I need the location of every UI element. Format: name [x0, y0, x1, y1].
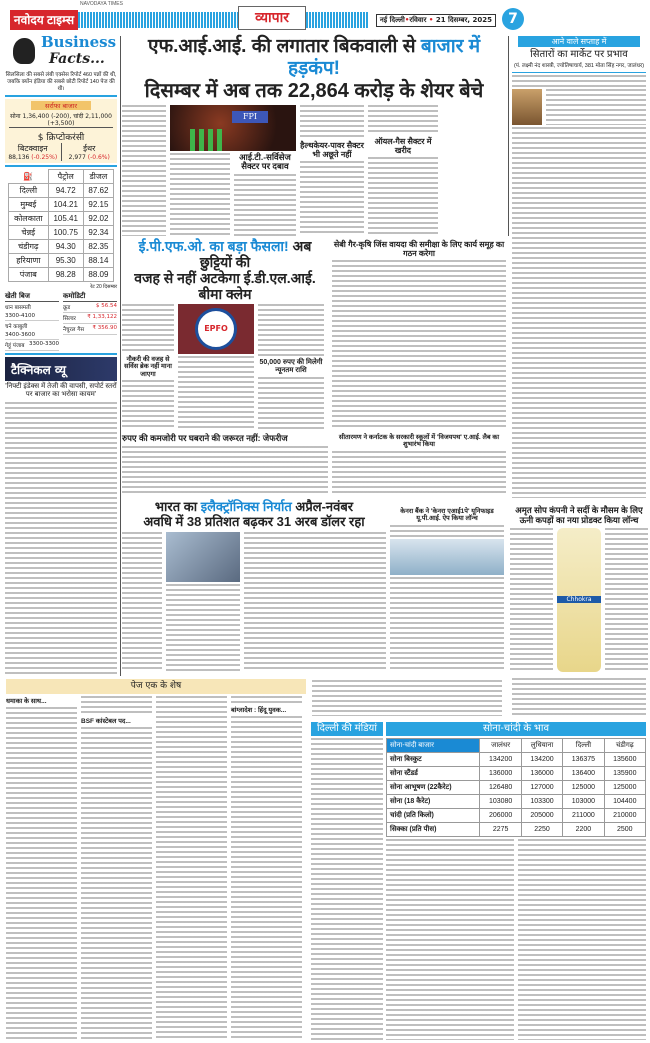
gold-header: दिल्ली	[563, 739, 604, 753]
commodity-item: सिल्वर	[63, 316, 76, 323]
article-text	[368, 157, 438, 236]
technical-view-title: टैक्निकल व्यू	[11, 363, 66, 378]
page-number: 7	[502, 8, 524, 30]
commodity-item: क्रूड	[63, 305, 71, 312]
weekly-byline: (पं. लक्ष्मी नंद शास्त्री, ज्योतिषाचार्य, 381 मोता सिंह नगर, जालंधर)	[512, 63, 646, 73]
article-text	[368, 105, 438, 135]
article-text	[311, 738, 383, 1040]
article-text	[300, 105, 364, 139]
fuel-price: 88.09	[83, 268, 113, 282]
commodity-price: ₹ 1,33,122	[87, 314, 117, 321]
gold-text-row	[386, 839, 646, 1040]
gold-price: 206000	[480, 809, 521, 823]
rule	[5, 353, 117, 355]
city-name: चेन्नई	[9, 226, 49, 240]
article-text	[231, 696, 302, 703]
city-name: कोलकाता	[9, 212, 49, 226]
fuel-price-table	[8, 169, 114, 282]
gold-price: 127000	[521, 781, 562, 795]
continued-col	[81, 696, 152, 1041]
fuel-row	[9, 184, 114, 198]
ether-label: ईथर	[83, 144, 96, 154]
kheti-item: धान बासमती	[5, 305, 31, 312]
fuel-price: 88.14	[83, 254, 113, 268]
epfo-sub-amount: 50,000 रुपए की मिलेगी न्यूनतम राशि	[259, 359, 323, 375]
gold-price: 104400	[604, 795, 645, 809]
electronics-story	[122, 500, 386, 672]
gold-price: 205000	[521, 809, 562, 823]
epfo-image	[178, 304, 254, 354]
product-label: Chhokra	[557, 596, 601, 603]
rule	[5, 95, 117, 97]
article-text	[512, 127, 646, 498]
lead-center-cols	[170, 153, 296, 236]
fuel-price: 82.35	[83, 240, 113, 254]
gold-row	[387, 781, 646, 795]
gold-price: 126480	[480, 781, 521, 795]
article-text	[244, 532, 386, 672]
article-text	[122, 304, 174, 354]
gold-price: 134200	[480, 753, 521, 767]
amrit-headline: अमृत सोप कंपनी ने सर्दी के मौसम के लिए ऊनी कपड़ों का नया प्रोडक्ट किया लॉन्च	[515, 505, 643, 525]
dateline: नई दिल्ली•रविवार • 21 दिसम्बर, 2025	[376, 14, 496, 27]
electronics-headline-highlight: इलैक्ट्रॉनिक्स निर्यात	[200, 499, 292, 514]
epfo-headline	[122, 238, 328, 302]
lead-story	[122, 36, 506, 236]
it-col	[234, 153, 296, 236]
bullion-line: सोना 1,36,400 (-200), चांदी 2,11,000 (+3,500)	[10, 113, 112, 128]
weekly-column	[512, 36, 646, 498]
electronics-image-col	[166, 532, 240, 672]
article-text	[258, 377, 324, 430]
epfo-headline-highlight: ई.पी.एफ.ओ. का बड़ा फैसला!	[138, 238, 289, 254]
oil-col	[368, 105, 438, 236]
city: नई दिल्ली	[379, 16, 405, 24]
epfo-headline-part: अब छुट्टियों की	[199, 238, 312, 271]
continued-section	[6, 679, 306, 1041]
article-text	[122, 532, 162, 672]
crypto-row	[5, 143, 117, 161]
article-text	[518, 839, 646, 1040]
masthead	[0, 0, 650, 34]
mandi-section	[311, 722, 383, 1040]
article-text	[512, 678, 646, 716]
kheti-price: 3300-3300	[29, 341, 59, 348]
gold-price: 103080	[480, 795, 521, 809]
article-text	[605, 528, 648, 672]
kheti-commodity-row	[5, 292, 117, 351]
gold-section	[386, 722, 646, 1040]
continued-body	[6, 696, 306, 1041]
commodity-label: कमोडिटी	[63, 292, 117, 302]
gold-item: सोना आभूषण (22कैरेट)	[387, 781, 480, 795]
lead-headline	[122, 36, 506, 103]
article-text	[510, 528, 553, 672]
fuel-date: रेट 20 दिसम्बर	[90, 284, 117, 291]
continued-col	[6, 696, 77, 1041]
gold-price: 103300	[521, 795, 562, 809]
lead-headline-part: एफ.आई.आई. की लगातार बिकवाली से	[147, 36, 421, 57]
kheti-box	[5, 292, 59, 351]
gold-item: सोना बिस्कुट	[387, 753, 480, 767]
city-name: दिल्ली	[9, 184, 49, 198]
gold-row	[387, 795, 646, 809]
petrol-header: पैट्रोल	[48, 170, 83, 184]
business-facts	[5, 34, 117, 70]
continued-col	[231, 696, 302, 1041]
gold-row	[387, 753, 646, 767]
continued-item: BSF कांस्टेबल पद...	[81, 718, 131, 725]
article-text	[178, 356, 254, 430]
weekly-title: सितारों का मार्केट पर प्रभाव	[530, 49, 628, 60]
left-column	[5, 34, 117, 674]
fuel-price: 105.41	[48, 212, 83, 226]
gold-price-table	[386, 738, 646, 837]
kheti-item: गेहूं पंजाब	[5, 343, 25, 350]
gold-header: जालंधर	[480, 739, 521, 753]
lead-subheadline: दिसम्बर में अब तक 22,864 करोड़ के शेयर बेचे	[144, 79, 484, 102]
article-text	[122, 105, 166, 236]
fuel-price: 94.72	[48, 184, 83, 198]
bitcoin	[5, 143, 62, 161]
brand-small: NAVODAYA TIMES	[80, 1, 123, 7]
fuel-row	[9, 240, 114, 254]
gold-price: 136000	[521, 767, 562, 781]
gold-row	[387, 823, 646, 837]
epfo-col3	[258, 304, 324, 430]
gold-row	[387, 809, 646, 823]
fuel-price: 100.75	[48, 226, 83, 240]
gold-price: 136375	[563, 753, 604, 767]
commodity-price: $ 56.54	[96, 303, 117, 310]
gold-price: 136400	[563, 767, 604, 781]
article-text	[332, 451, 506, 494]
gold-header: चंडीगढ़	[604, 739, 645, 753]
article-text	[258, 304, 324, 357]
electronics-headline-part: भारत का	[154, 499, 201, 514]
article-text	[6, 707, 77, 1041]
growth-bars-icon	[190, 129, 226, 151]
commodity-item: नैचुरल गैस	[63, 327, 85, 334]
fuel-pump-icon: ⛽	[23, 172, 34, 182]
commodity-price: ₹ 356.90	[92, 325, 117, 332]
kheti-row	[5, 340, 59, 351]
article-text	[390, 577, 504, 672]
continued-item: धमाका के साथ...	[6, 698, 47, 705]
gold-price: 103000	[563, 795, 604, 809]
gold-label: सोना-चांदी के भाव	[386, 722, 646, 736]
electronics-body	[122, 532, 386, 672]
commodity-row	[63, 324, 117, 335]
article-text	[234, 174, 296, 236]
section-title: व्यापार	[238, 6, 306, 30]
fuel-row	[9, 268, 114, 282]
epfo-col2	[178, 304, 254, 430]
fuel-row	[9, 198, 114, 212]
crypto-label: $ क्रिप्टोकरंसी	[37, 133, 85, 144]
gold-price: 2500	[604, 823, 645, 837]
fuel-price: 98.28	[48, 268, 83, 282]
bitcoin-value: 88,136	[8, 154, 30, 162]
gold-price: 211000	[563, 809, 604, 823]
gold-row	[387, 767, 646, 781]
ether-change: (-0.6%)	[87, 154, 110, 162]
lead-center	[170, 105, 296, 236]
gold-header: सोना-चांदी बाजार	[387, 739, 480, 753]
gold-price: 125000	[604, 781, 645, 795]
fuel-price: 92.34	[83, 226, 113, 240]
stripe-bar	[78, 12, 368, 28]
sebi-story	[332, 240, 506, 430]
day: रविवार	[409, 16, 427, 24]
sitharaman-headline: सीतारमण ने कर्नाटक के सरकारी स्कूलों में 'विजयपथ' ए.आई. लैब का शुभारंभ किया	[338, 434, 500, 449]
gold-price: 2275	[480, 823, 521, 837]
gold-header: लुधियाना	[521, 739, 562, 753]
lead-sub-oil: ऑयल-गैस सैक्टर में खरीद	[374, 136, 432, 155]
ether	[62, 143, 118, 161]
article-text	[312, 680, 502, 716]
epfo-story	[122, 238, 328, 430]
continued-bar	[6, 679, 306, 694]
head-brain-icon	[13, 38, 35, 64]
commodity-row	[63, 313, 117, 324]
kheti-item: चने काबुली	[5, 324, 28, 331]
continued-title: पेज एक के शेष	[130, 681, 182, 691]
city-name: हरियाणा	[9, 254, 49, 268]
canara-headline: केनरा बैंक ने 'केनरा एआई1पे' यूनिफाइड यू.पी.आई. ऐप किया लॉन्च	[400, 508, 494, 523]
fuel-row	[9, 226, 114, 240]
bullion-label: सर्राफा बाजार	[31, 101, 91, 110]
gold-item: सिक्का (प्रति पीस)	[387, 823, 480, 837]
fpi-image	[170, 105, 296, 151]
gold-price: 2250	[521, 823, 562, 837]
crypto-title: क्रिप्टोकरंसी	[46, 133, 85, 144]
brand-logo: नवोदय टाइम्स	[10, 10, 78, 30]
lead-sub-it: आई.टी.-सर्विसेज सैक्टर पर दबाव	[239, 151, 291, 172]
gold-price: 136000	[480, 767, 521, 781]
article-text	[300, 161, 364, 236]
epfo-body	[122, 304, 328, 430]
fuel-price: 87.62	[83, 184, 113, 198]
markets-box	[5, 99, 117, 163]
fuel-row	[9, 212, 114, 226]
article-text	[156, 696, 227, 1041]
fuel-price: 92.15	[83, 198, 113, 212]
technical-headline: 'निफ्टी इंडेक्स में तेजी की वापसी, सपोर्ट स्तरों पर बाजार का भरोसा कायम'	[5, 383, 117, 399]
facts-text: सिलसिला की सबसे लंबी एक्सेस रिपोर्ट 460 पन्नों की थी, जबकि क्योंन इंडिया की सबसे छोटी रिपोर्ट 140 पेज की थी।	[5, 72, 117, 93]
divider	[120, 36, 121, 676]
amrit-story	[510, 506, 648, 672]
commodity-box	[63, 292, 117, 351]
fpi-image-label: FPI	[232, 111, 268, 123]
gold-price: 125000	[563, 781, 604, 795]
article-text	[386, 839, 514, 1040]
article-text	[546, 89, 646, 125]
fuel-price: 92.02	[83, 212, 113, 226]
gold-item: सोना (18 कैरेट)	[387, 795, 480, 809]
lead-sub-health: हैल्थकेयर-पावर सैक्टर भी अछूते नहीं	[300, 140, 364, 159]
bitcoin-change: (-0.25%)	[31, 154, 58, 162]
epfo-col1	[122, 304, 174, 430]
ether-value: 2,977	[68, 154, 86, 162]
rule	[5, 165, 117, 167]
article-text	[332, 260, 506, 430]
sebi-headline: सेबी गैर-कृषि जिंस वायदा की समीक्षा के लिए कार्य समूह का गठन करेगा	[333, 240, 505, 259]
electronics-headline	[122, 500, 386, 530]
health-col	[300, 105, 364, 236]
date: 21 दिसम्बर, 2025	[435, 16, 492, 24]
divider	[508, 36, 509, 236]
facts-title: Business	[41, 33, 117, 51]
technical-view-banner	[5, 357, 117, 381]
diesel-header: डीजल	[83, 170, 113, 184]
article-text	[512, 75, 646, 87]
astrologer-photo	[512, 89, 542, 125]
electronics-headline-part: अप्रैल-नवंबर	[291, 499, 354, 514]
city-name: पंजाब	[9, 268, 49, 282]
city-name: चंडीगढ़	[9, 240, 49, 254]
kheti-row	[5, 321, 59, 340]
epfo-logo: EPFO	[195, 308, 237, 350]
epfo-subheadline: वजह से नहीं अटकेगा ई.डी.एल.आई. बीमा क्लेम	[134, 270, 316, 303]
kheti-label: खेती बिज	[5, 292, 59, 302]
rupee-story	[122, 434, 328, 494]
gold-price: 2200	[563, 823, 604, 837]
electronics-image	[166, 532, 240, 582]
bitcoin-label: बिटक्वाइन	[17, 144, 48, 154]
canara-image	[390, 539, 504, 575]
article-text	[166, 584, 240, 672]
weekly-tag: आने वाले सप्ताह में	[518, 36, 640, 47]
gold-price: 135600	[604, 753, 645, 767]
amrit-body	[510, 528, 648, 672]
kheti-price: 3300-4100	[5, 313, 35, 320]
city-name: मुम्बई	[9, 198, 49, 212]
fuel-price: 104.21	[48, 198, 83, 212]
gold-price: 134200	[521, 753, 562, 767]
mandi-label: दिल्ली की मंडियां	[311, 722, 383, 736]
kheti-row	[5, 302, 59, 321]
article-text	[122, 380, 174, 430]
gold-price: 135900	[604, 767, 645, 781]
article-text	[231, 716, 302, 1041]
fuel-price: 95.30	[48, 254, 83, 268]
article-text	[122, 446, 328, 494]
article-text	[170, 153, 230, 236]
epfo-sub-service: नौकरी की वजह से सर्विस ब्रेक नहीं माना जाएगा	[124, 355, 172, 378]
gold-item: चांदी (प्रति किलो)	[387, 809, 480, 823]
electronics-subheadline: अवधि में 38 प्रतिशत बढ़कर 31 अरब डॉलर रहा	[143, 513, 365, 529]
continued-item: बांग्लादेश : हिंदू युवक...	[231, 707, 287, 714]
article-text	[5, 402, 117, 674]
gold-item: सोना स्टैंडर्ड	[387, 767, 480, 781]
gold-price: 210000	[604, 809, 645, 823]
photo-row	[512, 89, 646, 125]
article-text	[81, 696, 152, 714]
amrit-product-image	[557, 528, 601, 672]
article-text	[81, 727, 152, 1041]
sitharaman-story	[332, 434, 506, 494]
lead-headline-highlight: बाजार में हड़कंप!	[288, 36, 481, 79]
canara-story	[390, 508, 504, 672]
commodity-row	[63, 302, 117, 313]
lead-body	[122, 105, 506, 236]
kheti-price: 3400-3600	[5, 332, 35, 339]
facts-subtitle: Facts...	[49, 51, 105, 67]
fuel-row	[9, 254, 114, 268]
fuel-price: 94.30	[48, 240, 83, 254]
rupee-headline: रुपए की कमजोरी पर घबराने की जरूरत नहीं: जेफरीज	[122, 433, 288, 443]
article-text	[390, 525, 504, 537]
